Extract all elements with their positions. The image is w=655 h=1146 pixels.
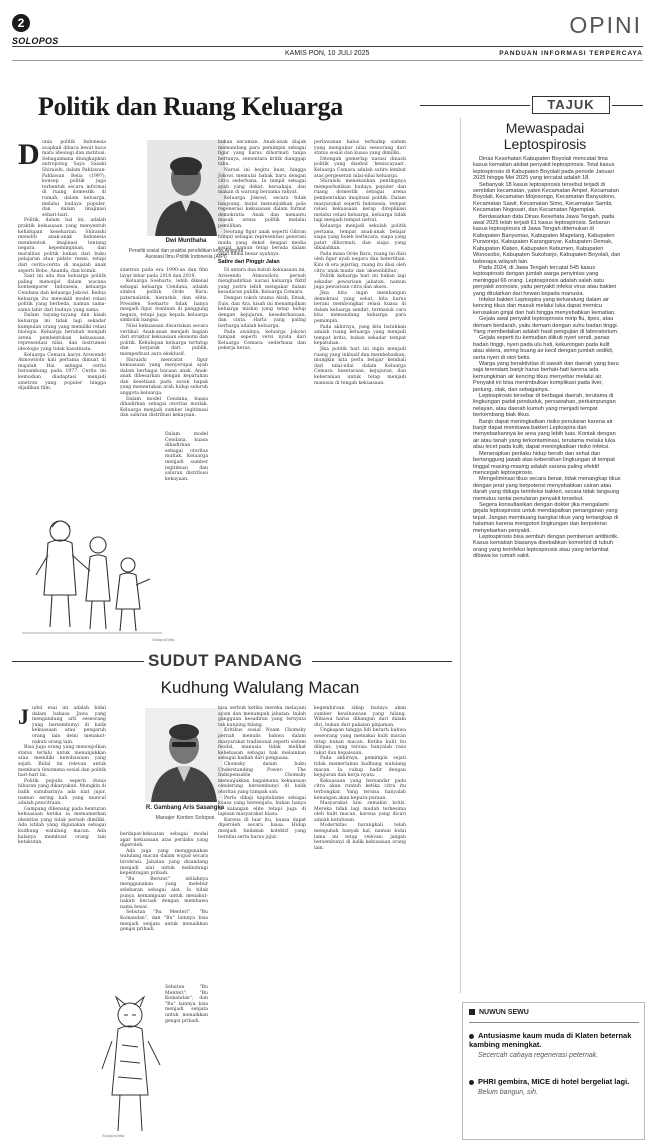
tajuk-rule: [420, 105, 530, 106]
tagline: PANDUAN INFORMASI TERPERCAYA: [499, 50, 643, 57]
sp-author-title: Manajer Konten Solopos: [155, 815, 215, 821]
nuwun-sewu-item-2: [469, 1077, 637, 1097]
sp-author-portrait-icon: [145, 708, 223, 802]
sp-col2-p4: Sebutan "Bu Menteri", "Bu Komandan", dan "Bu" lainnya bisa menjadi senjata untuk menaikkan gengsi pribadi.: [120, 910, 208, 933]
sp-col1-p2: Bisa juga orang yang menonjolkan status terlalu untuk menunjukkan atau memiliki kewibawaan yang sejati. Bidal ini relevan untuk membaca fenomena sosial dan politik hari-hari ini.: [18, 745, 106, 779]
author-bio: Peneliti sosial dan praktisi pendidikan kritis Anggota Asosiasi Ilmu Politik Indonesia (AIPI): [128, 248, 244, 260]
tajuk-title: Mewaspadai Leptospirosis: [503, 120, 587, 152]
tajuk-label-box: [532, 96, 610, 114]
sp-col4-p6: Modernitas barangkali telah mengubah banyak hal, namun bidal lama ini tetap relevan: jangan bersembunyi di balik kekuasaan orang lain.: [314, 823, 406, 851]
tajuk-p10: Banjir dapat meningkatkan risiko penularan karena air banjir dapat membawa bakteri Leptospira dan menyebarkannya ke area yang lebih luas. Kontak dengan air atau tanah yang terkontaminasi, terutama melalui luka atau lecet pada kulit, dapat meningkatkan risiko infeksi.: [473, 418, 616, 451]
author-photo: [147, 140, 225, 236]
sp-col-3: [218, 706, 306, 1136]
illustration-credit: Solopos/Vita: [152, 637, 175, 642]
sp-col2-lower-text: Sebutan "Bu Menteri", "Bu Komandan", dan "Bu" lainnya bisa menjadi senjata untuk menaikkan gengsi pribadi.: [165, 985, 208, 1024]
page-number-badge: [12, 14, 30, 32]
main-article-col-3: [218, 140, 306, 644]
tajuk-p3: Berdasarkan data Dinas Kesehata Jawa Tengah, pada awal 2025 telah terjadi 61 kasus leptospirosis. Sebaran kasus leptospirosis di Jawa Tengah ditemukan di Kabupaten Banyumas, Kabupaten Magelang, Kabupaten Purworejo, Kabupaten Karanganyar, Kabupaten Demak, Kabupaten Klaten, Kabupaten Kebumen, Kabupaten Wonosobo, Kabupaten Sukoharjo, Kabupaten Boyolali, dan beberapa wilayah lain.: [473, 213, 621, 265]
sp-col2-p1: berdapat-kekuatan sebagai modal agar kekuasaan atas perilaku yang diperoleh.: [120, 832, 208, 849]
main-col3-p2: Narasi ini begitu kuat, hingga Jokowi memulai babak baru dengan citra sederhana. Ia tampil sebagai ayah yang dekat, bersahaja, dan makan di warung bersama rakyat.: [218, 167, 306, 196]
main-col3-p4: Seorang figur anak seperti Gibran tampil sebagai representasi generasi muda yang dekat dengan media sosial, namun tetap berada dalam orbit nama besar ayahnya.: [218, 229, 306, 257]
tajuk-p14: Leptospirosis bisa sembuh dengan pemberian antibiotik. Kasus kematian biasanya disebabkan komorbid di tubuh orang yang terinfeksi leptospirosis atau yang terlambat dibawa ke rumah sakit.: [473, 533, 619, 560]
sp-col-2: [120, 832, 208, 982]
bullet-icon: [469, 1034, 474, 1039]
main-article-col-1: [18, 140, 106, 515]
masthead-divider: [12, 46, 643, 47]
tajuk-p7: Gejala seperti itu kemudian diikuti nyeri sendi, panas badan tinggi, nyeri pada ulu hati, kekuningan pada kulit atau sklera, sering buang air kecil dengan jumlah sedikit, serta nyeri di otot betis.: [473, 335, 614, 361]
sudut-pandang-headline: Kudhung Walulang Macan: [160, 678, 360, 697]
tajuk-p4: Pada 2024, di Jawa Tengah tercatat 545 kasus leptospirosis dengan jumlah warga penyintas yang meninggal 66 orang. Leptospirosis adalah salah satu penyakit zoonosis, yaitu penyakit infeksi virus atau bakteri yang ditularkan dari hewan kepada manusia.: [473, 264, 617, 297]
main-col2-p5: Dalam model Cendana, kuasa dihadirkan sebagai otoritas mutlak. Keluarga menjadi sumber legitimasi dan saluran distribusi kekayaan.: [120, 396, 208, 419]
tiger-cartoon-icon: [100, 985, 166, 1140]
nuwun-sewu-quip-1: Secercah cahaya regenerasi peternak.: [478, 1052, 599, 1059]
tajuk-label: TAJUK: [547, 97, 595, 112]
main-col3b-p1: Di antara dua kutub kekuasaan ini, Arswendo Atmowiloto pernah menghadirkan narasi keluarga fiktif yang justru lebih mengakar dalam kesadaran publik: Keluarga Cemara.: [218, 268, 306, 296]
sudut-pandang-rule: [12, 661, 144, 662]
tajuk-p5: Infeksi bakteri Leptospira yang terkandung dalam air kencing tikus dan masuk melalui luka dapat memicu kerusakan ginjal dan hati hingga menyebabkan kematian.: [473, 296, 616, 316]
main-col1-p4: Dalam tayang-tayang dan kisah keluarga ini tidak lagi sekadar kumpulan orang yang memiliki relasi biologis. Keluarga berubah menjadi arena pembentukan kekuasaan, representasi nilai, dan instrumen ideologis yang tidak kasatmata.: [18, 313, 106, 352]
nuwun-sewu-header: [469, 1009, 529, 1016]
sp-col3-p5: Karena di luar itu, kuasa dapat diperoleh secara biasa. Hidup menjadi tindakan kolektif yang bernilai serta harus jujur.: [218, 817, 306, 840]
nuwun-sewu-label: NUWUN SEWU: [479, 1009, 529, 1016]
sp-col4-p3: Pada akhirnya, pemimpin sejati tidak memerlukan kudhung walulang macan. Ia cukup hadir dengan kejujuran dan kerja nyata.: [314, 756, 406, 779]
edition-date: KAMIS PON, 10 JULI 2025: [285, 50, 370, 57]
tiger-illustration: [100, 985, 166, 1140]
nuwun-sewu-box: [462, 1002, 645, 1140]
tajuk-p9: Leptospirosis tersebar di berbagai daerah, terutama di lingkungan padat penduduk, persawahan, perkampungan nelayan, atau daerah kumuh yang menjadi tempat berkembang biak tikus.: [473, 393, 616, 419]
main-col1-p5: Keluarga Cemara karya Arswendo Atmowiloto kali pertama dimuat di majalah Hai sebagai cerita bersambung pada 1977. Cerita ini kemudian diadaptasi menjadi sinetron yang populer hingga dijadikan film.: [18, 352, 106, 392]
family-illustration: [12, 505, 175, 645]
section-title: OPINI: [569, 12, 642, 38]
main-col1-p1: unia politik Indonesia acapkali dibaca lewat kaca mata ideologi dan institusi. Sebagaimana diungkapkan antropolog Saya Sasaki Shiraishi, dalam Pahlawan-Pahlawan Belia (1997), konsep politik juga terbentuk secara informal di ruang domestik: di rumah, dalam keluarga, melalui budaya populer, dan dalam imajinasi sehari-hari.: [42, 140, 106, 218]
sp-col4-p1: kegembiraan sikap budaya akan sumber kewibawaan yang hilang. Wibawa harus dibangun dari dalam diri, bukan dari pakaian pinjaman.: [314, 706, 406, 728]
family-cartoon-icon: [12, 505, 175, 645]
sp-col3-p2: Kritikus sosial Noam Chomsky pernah menulis bahwa dalam masyarakat tradisional seperti sistem feodal, manusia tidak melihat kebebasan sebagai hak melainkan sebagai hadiah dari penguasa.: [218, 728, 306, 762]
sp-author-name: R. Gambang Aris Sasangka: [145, 805, 225, 811]
sp-col4-p2: Ungkapan tangga lidi berarti bahwa seseorang yang memakai kulit macan tetap bukan macan. Ketika kulit itu dilepas, yang tersisa hanyalah rasa takut dan kepalsuan.: [314, 728, 406, 756]
nuwun-sewu-headline-2: PHRI gembira, MICE di hotel bergeliat lagi.: [478, 1077, 630, 1086]
tajuk-rule-right: [612, 105, 643, 106]
page-number: 2: [17, 16, 25, 30]
main-col3-p3: Keluarga Jokowi, secara tidak langsung, mulai menunjukkan pola regenerasi kekuasaan dalam format demokratis. Anak dan menantu masuk arena politik melalui pemilihan.: [218, 195, 306, 229]
main-col2-p3: Nilai kekuasaan diwariskan secara vertikal. Anak-anak menjadi bagian dari struktur kekuasaan ekonomi dan politik. Kehidupan keluarga tertutup dan berjarak dari publik, memperkuat aura eksklusif.: [120, 323, 208, 357]
tajuk-p1: Dinas Kesehatan Kabupaten Boyolali mencatat lima kasus kematian akibat penyakit leptospirosis. Total kasus leptospirosis di Kabupaten Boyolali pada periode Januari 2025 hingga Mei 2025 yang tercatat adalah 18.: [473, 156, 615, 182]
sp-col1-p4: Gampang dikenang pada benturan kekuasaan ketika ia memamerkan identitas yang tidak pernah dimiliki. Ada istilah yang digunakan sebagai kudhung walulang macan. Ada kalanya membuat orang lain ketakutan.: [18, 806, 106, 846]
tajuk-p8: Warga yang beraktivitas di sawah dan daerah yang baru saja terendam banjir harus berhati-hati karena ada kemungkinan air kencing tikus menyebar melalui air. Penyakit ini bisa menimbulkan komplikasi pada liver, jantung, otak, dan sebagainya.: [473, 361, 619, 393]
main-subheading: Satire dari Pinggir Jalan: [218, 259, 280, 266]
author-name: Dwi Munthaha: [165, 238, 207, 244]
sp-col3-p3: Chomsky dalam buku Understanding Power: The Indispensable Chomsky menunjukkan bagaimana kekuasaan cenderung bersembunyi di balik otoritas yang tampak sah.: [218, 761, 306, 795]
bullet-icon: [469, 1080, 474, 1085]
sp-col4-p4: Kekuasaan yang bersandar pada citra akan runtuh ketika citra itu terbongkar. Yang tersisa hanyalah kenangan akan kepura-puraan.: [314, 778, 406, 801]
sp-col-1: [18, 706, 106, 1136]
main-drop-cap: D: [18, 138, 40, 171]
paper-logo: SOLOPOS: [12, 36, 59, 46]
nuwun-sewu-rule: [469, 1022, 639, 1023]
main-col2-lower-text: Dalam model Cendana, kuasa dihadirkan sebagai otoritas mutlak. Keluarga menjadi sumber legitimasi dan saluran distribusi kekayaan.: [165, 432, 208, 482]
sp-col1-p3: Politik populis seperti dunia hiburan yang dikaryakan. Mungkin di balik sanubarinya ada niat jujur, namun sering kali yang muncul adalah pencitraan.: [18, 778, 106, 807]
masthead-divider-bottom: [12, 60, 643, 61]
main-col4-p1: perlawanan halus terhadap sistem yang mengukur nilai seseorang dari status sosial dan kuasa yang dimiliki.: [314, 140, 406, 157]
main-col4-p6: Politik keluarga hari ini bukan lagi sekadar pewarisan jabatan, namun juga pewarisan citra dan akses.: [314, 274, 406, 291]
sudut-pandang-label: SUDUT PANDANG: [148, 651, 303, 670]
main-col3b-p2: Dengan tokoh utama Abah, Emak, Euis, dan Ara, kisah ini menampilkan keluarga miskin yang tetap hidup dengan kejujuran, kesederhanaan, dan cinta. Harta yang paling berharga adalah keluarga.: [218, 296, 306, 329]
tajuk-p2: Sebanyak 18 kasus leptospirosis tersebut terjadi di sembilan kecamatan, yakni Kecamatan Ampel, Kecamatan Boyolali, Kecamatan Mojosongo, Kecamatan Banyudono, Kecamatan Sawit, Kecamatan Simo, Kecamatan Sambi, Kecamatan Nogosari, dan Kecamatan Ngemplak.: [473, 181, 619, 214]
main-col4-p7: Jika kita ingin membangun demokrasi yang sehat, kita harus berani membongkar relasi kuasa di dalam keluarga sendiri, termasuk cara kita memandang keluarga para pemimpin.: [314, 291, 406, 324]
sp-col-2-lower: [165, 985, 208, 1135]
author-portrait-icon: [147, 140, 225, 236]
main-col2-p4: Shiraishi mencatat figur kekuasaan yang menyerupai ayah dalam berbagai bacaan anak. Anak-anak dibesarkan dengan kepatuhan dan kesetiaan pada sosok bapak yang menentukan arah hidup seluruh anggota keluarga.: [120, 357, 208, 397]
nuwun-sewu-quip-2: Belum bangun, sih.: [478, 1089, 538, 1096]
tiger-illustration-credit: Solopos/Vita: [102, 1133, 125, 1138]
sp-col2-p3: "Bu Bersiwi" istilahnya menggunakan yang melebur selebaran sebagai alat. Ia tidak punya kemampuan untuk menakut-nakuti kecuali dengan membawa nama besar.: [120, 876, 208, 910]
main-col3b-p3: Pada awalnya, keluarga Jokowi tampak seperti versi nyata dari Keluarga Cemara: sederhana dan pekerja keras.: [218, 329, 306, 352]
sp-col1-p1: udul esai ini adalah bidal dalam bahasa Jawa yang mengandung arti seseorang yang bersembunyi di balik kekuasaan atau pengaruh orang lain demi menakut-nakuti orang lain.: [32, 706, 106, 745]
sp-author-photo: [145, 708, 223, 802]
main-col2-p1: sinetron pada era 1990-an dan film layar lebar pada 2018 dan 2019.: [120, 268, 208, 279]
nuwun-sewu-headline-1: Antusiasme kaum muda di Klaten beternak kambing meningkat.: [469, 1031, 632, 1049]
main-col4-p4: Keluarga menjadi sekolah politik pertama, tempat anak-anak belajar siapa yang boleh berbicara, siapa yang patut dihormati, dan siapa yang dikalahkan.: [314, 223, 406, 252]
sp-col3-p1: bisa serbuk ketika mereka melayani ayam dan menumpuk jabatan. Inilah gangguan kesadiran yang ternyata tak kunjung hilang.: [218, 706, 306, 728]
tajuk-p6: Gejala awal penyakit leptospirosis mirip flu, tipes, atau demam berdarah, yaitu demam dengan suhu badan tinggi. Yang membedakan adalah hasil pengujian di laboratorium.: [473, 316, 619, 335]
tajuk-p12: Mengeliminasi tikus secara benar, tidak menangkap tikus dengan jerat yang berpotensi menyebabkan cairan atau darah yang diduga terinfeksi bakteri, secara tidak langsung memutus rantai penularan penyakit tersebut.: [473, 476, 621, 502]
nuwun-sewu-marker-icon: [469, 1009, 475, 1015]
sp-col2-p2: Ada juga yang menggunakan walulang macan dalam wujud secara birokrasi. Jabatan yang disandang menjadi alat untuk melindungi kepentingan pribadi.: [120, 848, 208, 877]
main-col2-p2: Keluarga Soeharto, lebih dikenal sebagai keluarga Cendana, adalah simbol politik Orde Baru: paternalistik, hierarkis, dan elitis. Presiden Soeharto tidak hanya menjadi figur dominan di panggung negara, tetapi juga kepala keluarga simbolik bangsa.: [120, 279, 208, 324]
main-col1-p2: Politik, dalam hal ini, adalah praktik kekuasaan yang menyentuh kehidupan keseharian. Shiraishi meneliti anak-anak Indonesia membentuk imajinasi tentang negara, kepemimpinan, dan moralitas politik bukan dari buku pelajaran atau pidato resmi, tetapi dari cerita-cerita di majalah anak seperti Bobo, Ananda, dan komik.: [18, 218, 106, 274]
tajuk-p11: Menerapkan perilaku hidup bersih dan sehat dan bertanggung jawab atas kebersihan lingkungan di tempat tinggal masing-masing adalah sarana paling efektif mencegah leptospirosis.: [473, 450, 615, 476]
main-headline: Politik dan Ruang Keluarga: [38, 92, 343, 121]
nuwun-sewu-item-1: [469, 1031, 637, 1060]
main-col4-p5: Pada masa Orde Baru, ruang ini diisi oleh figur ayah negara dan ketertiban. Kini di era jejaring, ruang itu diisi oleh citra 'anak muda' dan 'aksesibilitas'.: [314, 251, 407, 274]
sp-col-4: [314, 706, 406, 1136]
main-col1-p3: Saat ini ada dua keluarga politik paling menonjol dalam wacana kontemporer Indonesia, keluarga Cendana dan keluarga Jokowi. Kedua keluarga itu mewakili model relasi politik yang berbeda, namun sama-sama lahir dari budaya yang sama.: [18, 274, 106, 313]
main-col4-p9: Jika politik hari ini ingin menjadi ruang yang inklusif dan membebaskan, mungkin kita perlu belajar kembali dari nilai-nilai dalam Keluarga Cemara: kesetaraan, kejujuran, dan keberanian untuk tetap menjadi manusia di tengah kekuasaan.: [314, 346, 406, 386]
main-col4-p3: Shiraishi menekankan pentingnya memperhatikan budaya populer dan ruang domestik sebagai arena pembentukan imajinasi politik. Dalam masyarakat seperti Indonesia, tempat relasi kekuasaan kerap direplikasi melalui relasi keluarga, keluarga tidak lagi menjadi tempat netral.: [314, 179, 406, 224]
main-article-col-2: [120, 268, 208, 430]
tajuk-body: [473, 156, 621, 991]
main-col4-p8: Pada akhirnya, yang kita butuhkan adalah ruang keluarga yang menjadi tempat kritis, bukan sekadar tempat kepatuhan.: [314, 324, 406, 347]
sp-drop-cap: J: [18, 704, 29, 729]
main-col3-p1: bukan ancaman. Anak-anak diajak memandang para pemimpin sebagai figur yang harus dihormati tanpa bertanya, sementara kritik dianggap tabu.: [218, 140, 306, 168]
sp-col4-p5: Masyarakat kini semakin kritis. Mereka tidak lagi mudah terkesima oleh kulit macan, karena yang dicari adalah ketulusan.: [314, 801, 406, 823]
main-col4-p2: Ditengah gemerlap narasi dinasti politik yang disebut 'keniscayaan', Keluarga Cemara adalah satire lembut atas pergeseran nilai-nilai keluarga.: [314, 156, 406, 179]
sudut-pandang-rule-right: [312, 661, 452, 662]
tajuk-p13: Segera konsultasikan dengan dokter jika mengalami gejala leptospirosis untuk mendapatkan penanganan yang tepat. Jangan membuang bangkai tikus yang tertangkap di halaman karena mengotori lingkungan dan berpotensi menyebarkan penyakit.: [473, 501, 619, 534]
column-divider: [460, 118, 461, 993]
sp-col3-p4: Perlu dikaji kapitalisme sebagai kuasa yang bersenjata, bukan hanya di kalangan elite tetapi juga di lapisan masyarakat biasa.: [218, 795, 306, 818]
main-article-col-4: [314, 140, 406, 644]
